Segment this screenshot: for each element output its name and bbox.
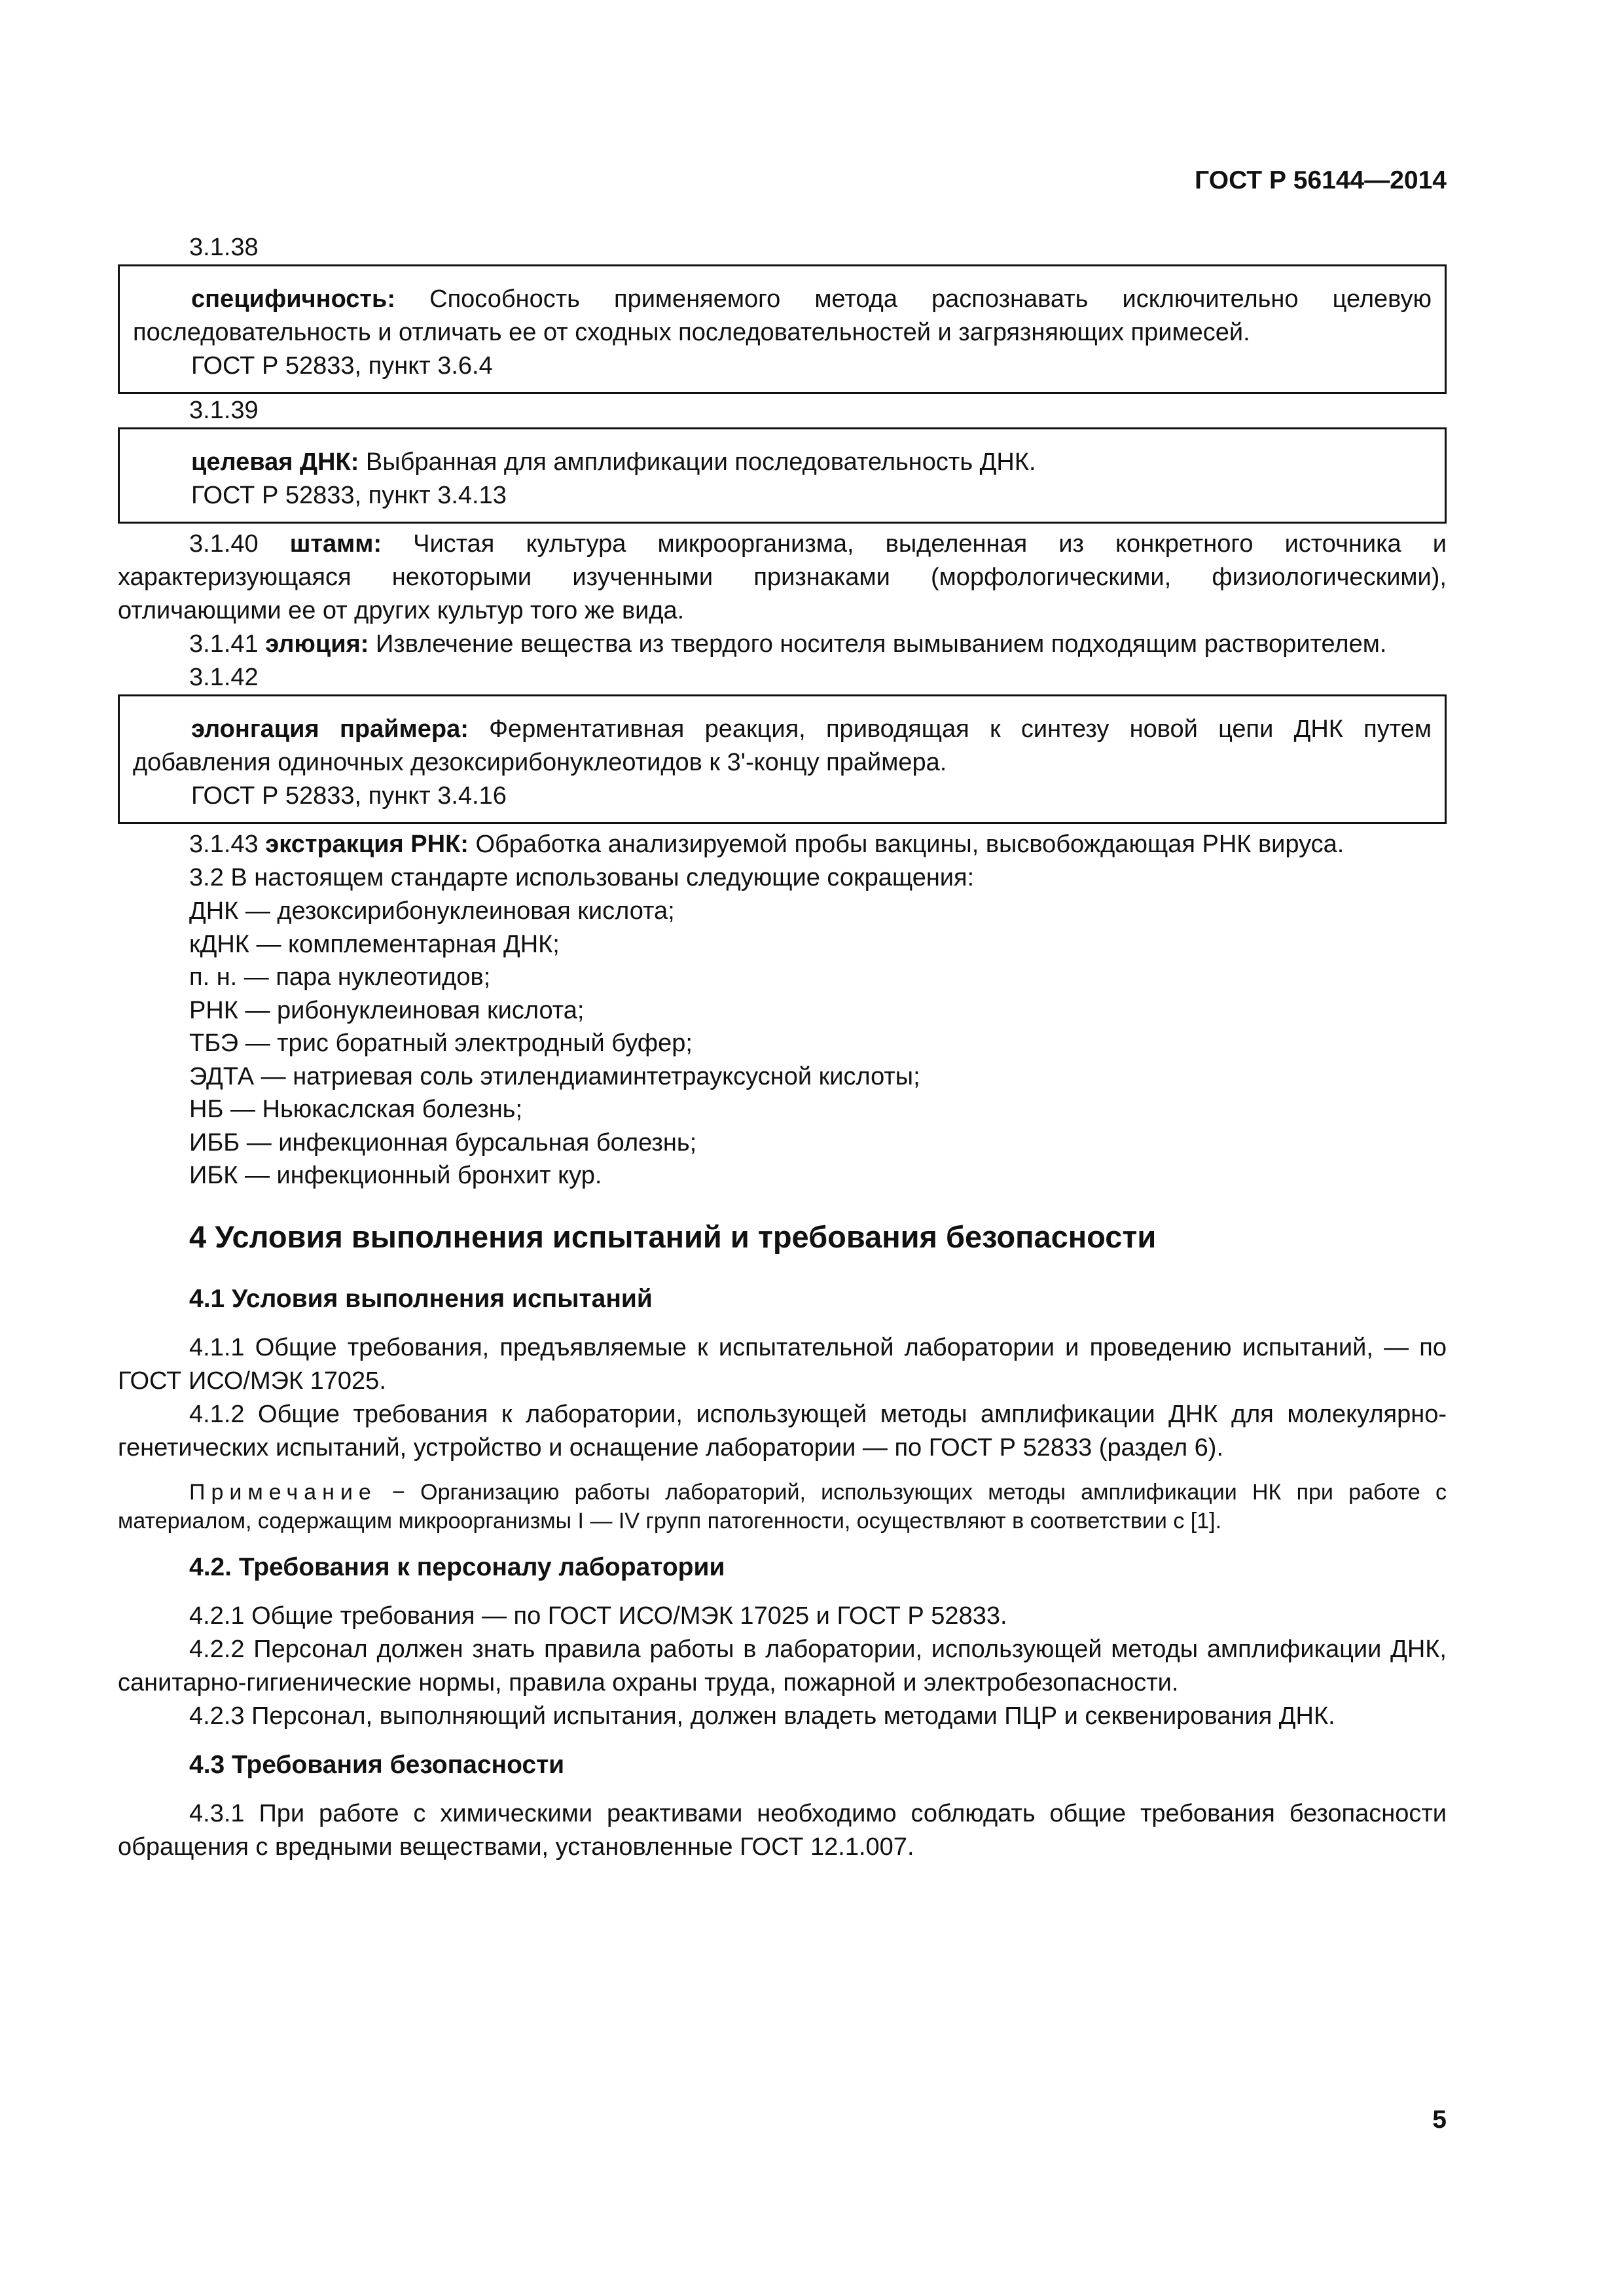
definition: Способность применяемого метода распознавать исключительно целевую последовательность и отличать ее от сходных последовательностей и загрязняющих примесей. — [133, 285, 1432, 346]
definition: Выбранная для амплификации последовательность ДНК. — [359, 448, 1036, 476]
definition: Извлечение вещества из твердого носителя вымыванием подходящим растворителем. — [369, 630, 1387, 658]
abbreviations-list — [118, 895, 1447, 1193]
abbreviation-item: ИБК — инфекционный бронхит кур. — [189, 1162, 602, 1189]
definition-box-3-1-38 — [118, 264, 1447, 394]
document-code-header: ГОСТ Р 56144—2014 — [1195, 166, 1447, 194]
definition: Обработка анализируемой пробы вакцины, высвобождающая РНК вируса. — [468, 831, 1344, 858]
page-content — [118, 231, 1447, 1864]
paragraph-4-2-1: 4.2.1 Общие требования — по ГОСТ ИСО/МЭК 17025 и ГОСТ Р 52833. — [189, 1602, 1007, 1630]
section-4-1-heading: 4.1 Условия выполнения испытаний — [189, 1284, 653, 1313]
definition-source: ГОСТ Р 52833, пункт 3.4.13 — [191, 482, 507, 509]
definition: Ферментативная реакция, приводящая к синтезу новой цепи ДНК путем добавления одиночных дезоксирибонуклеотидов к 3'-концу праймера. — [133, 715, 1432, 776]
definition-3-1-41 — [118, 628, 1447, 661]
paragraph-4-1-1: 4.1.1 Общие требования, предъявляемые к испытательной лаборатории и проведению испытаний, — по ГОСТ ИСО/МЭК 17025. — [118, 1333, 1447, 1395]
definition-source: ГОСТ Р 52833, пункт 3.6.4 — [191, 352, 493, 380]
definition: Чистая культура микроорганизма, выделенная из конкретного источника и характеризующаяся некоторыми изученными признаками (морфологическими, физиологическими), отличающими ее от других культур того же вида. — [118, 530, 1447, 624]
abbreviation-item: ТБЭ — трис боратный электродный буфер; — [189, 1030, 693, 1057]
abbreviation-item: РНК — рибонуклеиновая кислота; — [189, 996, 585, 1024]
definition-text — [133, 713, 1432, 780]
definition-box-3-1-39 — [118, 427, 1447, 524]
note-text: − Организацию работы лабораторий, использующих методы амплификации НК при работе с материалом, содержащим микроорганизмы I — IV групп патогенности, осуществляют в соответствии с [1]. — [118, 1479, 1447, 1534]
abbreviation-item: кДНК — комплементарная ДНК; — [189, 930, 560, 958]
section-4-3-heading: 4.3 Требования безопасности — [189, 1750, 565, 1779]
abbreviation-item: п. н. — пара нуклеотидов; — [189, 963, 491, 991]
term: элонгация праймера: — [191, 715, 469, 743]
item-number-3-1-38: 3.1.38 — [189, 234, 259, 261]
item-number: 3.1.43 — [189, 831, 266, 858]
definition-box-3-1-42 — [118, 694, 1447, 824]
term: элюция: — [265, 630, 369, 658]
definition-3-1-43 — [118, 824, 1447, 861]
term: специфичность: — [191, 285, 396, 313]
term: целевая ДНК: — [191, 448, 359, 476]
page-number: 5 — [1432, 2106, 1447, 2134]
paragraph-4-2-2: 4.2.2 Персонал должен знать правила работы в лаборатории, использующей методы амплификации ДНК, санитарно-гигиенические нормы, правила охраны труда, пожарной и электробезопасности. — [118, 1635, 1447, 1696]
definition-source: ГОСТ Р 52833, пункт 3.4.16 — [191, 782, 507, 810]
item-number: 3.1.41 — [189, 630, 266, 658]
abbreviation-item: ДНК — дезоксирибонуклеиновая кислота; — [189, 897, 675, 925]
definition-text — [133, 446, 1432, 479]
abbreviations-intro: 3.2 В настоящем стандарте использованы следующие сокращения: — [189, 864, 975, 891]
definition-3-1-40 — [118, 524, 1447, 628]
section-4-2-heading: 4.2. Требования к персоналу лаборатории — [189, 1552, 725, 1581]
paragraph-4-3-1: 4.3.1 При работе с химическими реактивами необходимо соблюдать общие требования безопасности обращения с вредными веществами, установленные ГОСТ 12.1.007. — [118, 1799, 1447, 1861]
paragraph-4-1-2: 4.1.2 Общие требования к лаборатории, использующей методы амплификации ДНК для молекулярно-генетических испытаний, устройство и оснащение лаборатории — по ГОСТ Р 52833 (раздел 6). — [118, 1400, 1447, 1462]
abbreviation-item: НБ — Ньюкаслская болезнь; — [189, 1096, 523, 1123]
note-label: Примечание — [189, 1479, 377, 1505]
section-4-heading: 4 Условия выполнения испытаний и требования безопасности — [189, 1219, 1157, 1254]
item-number-3-1-42: 3.1.42 — [189, 664, 259, 691]
term: экстракция РНК: — [265, 831, 469, 858]
abbreviation-item: ЭДТА — натриевая соль этилендиаминтетрауксусной кислоты; — [189, 1062, 920, 1090]
abbreviation-item: ИББ — инфекционная бурсальная болезнь; — [189, 1128, 697, 1157]
note — [118, 1465, 1447, 1547]
item-number: 3.1.40 — [189, 530, 290, 558]
definition-text — [133, 283, 1432, 350]
item-number-3-1-39: 3.1.39 — [189, 397, 259, 424]
paragraph-4-2-3: 4.2.3 Персонал, выполняющий испытания, должен владеть методами ПЦР и секвенирования ДНК. — [189, 1702, 1335, 1730]
term: штамм: — [289, 530, 382, 558]
